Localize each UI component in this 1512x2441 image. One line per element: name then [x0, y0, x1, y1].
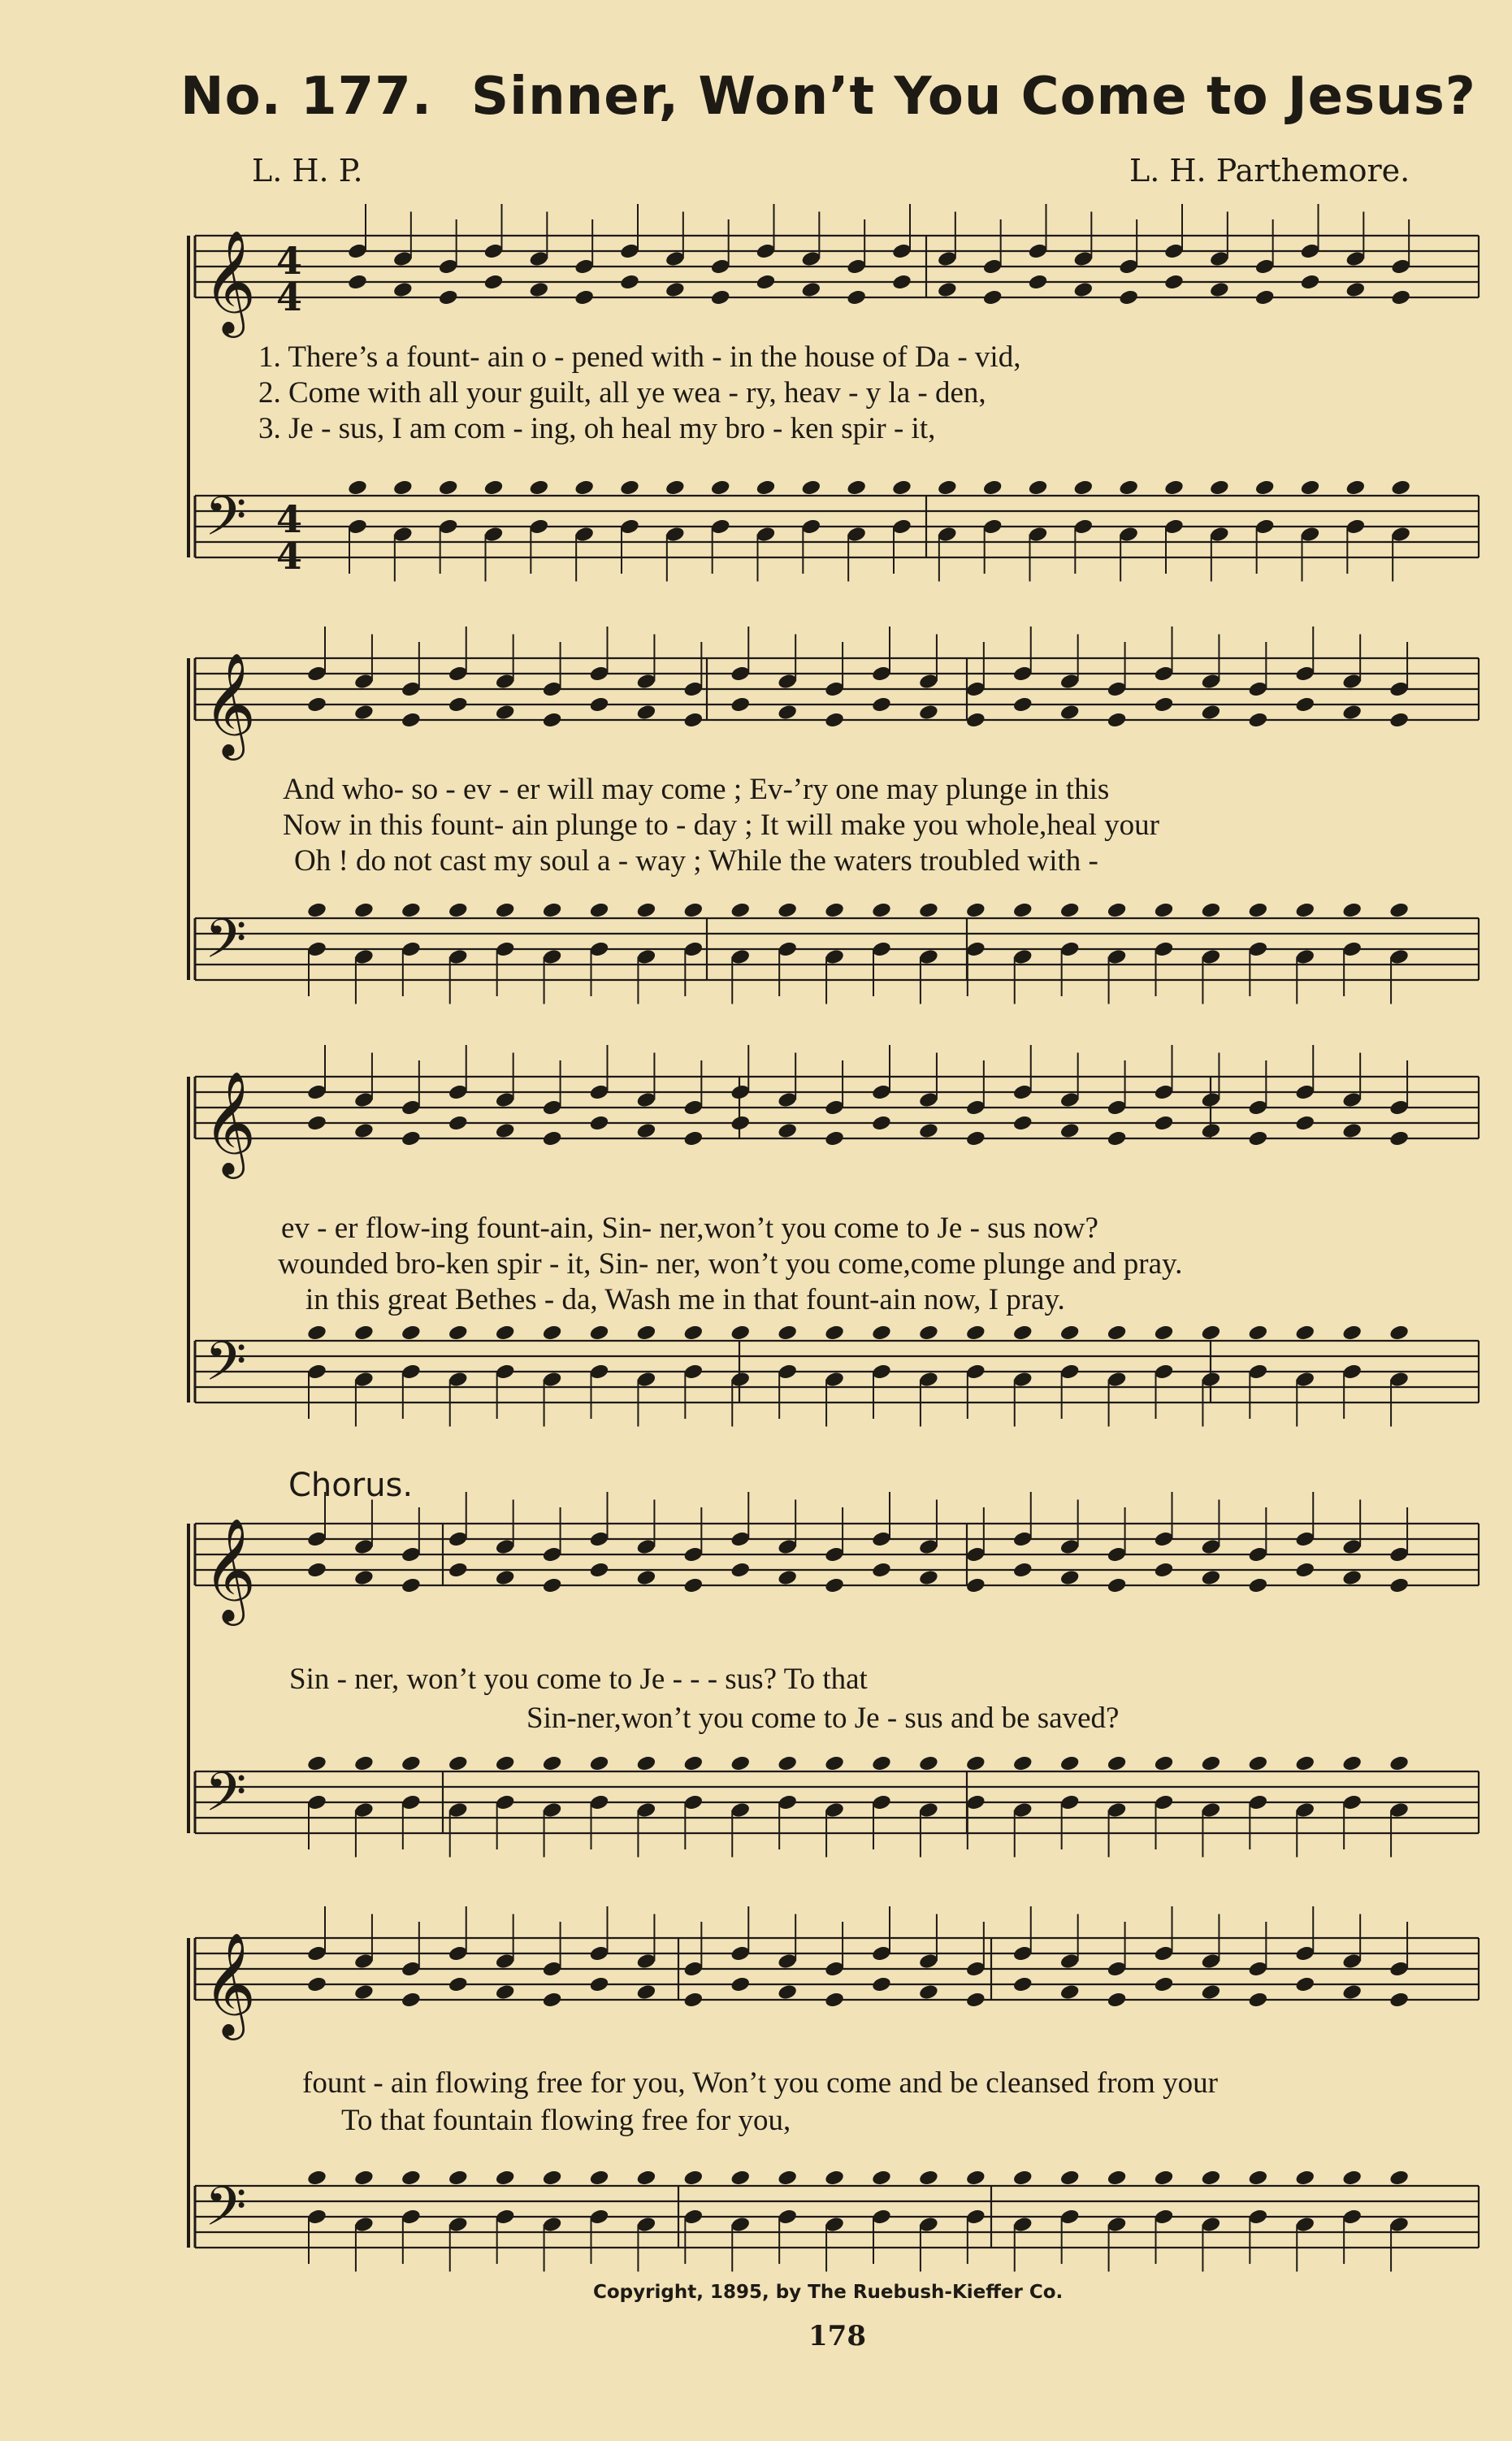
notehead	[1341, 901, 1363, 919]
notehead	[1012, 901, 1033, 919]
notehead	[730, 2169, 751, 2187]
notehead	[982, 288, 1003, 306]
notehead	[448, 1114, 469, 1132]
notehead	[448, 2169, 469, 2187]
treble-clef-icon: 𝄞	[203, 652, 257, 756]
notehead	[682, 2169, 704, 2187]
notehead	[918, 1122, 939, 1140]
notehead	[1201, 1754, 1222, 1772]
notehead	[542, 1576, 563, 1594]
notehead	[1012, 1114, 1033, 1132]
notehead	[1154, 1324, 1175, 1342]
notehead	[448, 1975, 469, 1993]
notehead	[1341, 704, 1363, 722]
bass-clef-icon: 𝄢	[205, 2175, 247, 2251]
notehead	[1201, 1984, 1222, 2001]
notehead	[1154, 901, 1175, 919]
notehead	[1163, 273, 1185, 291]
notehead	[589, 696, 610, 713]
notehead	[495, 901, 516, 919]
notehead	[1247, 2169, 1268, 2187]
notehead	[1012, 1561, 1033, 1579]
notehead	[495, 2169, 516, 2187]
notehead	[1390, 288, 1411, 306]
notehead	[636, 901, 657, 919]
notehead	[1163, 479, 1185, 496]
notehead	[353, 1122, 375, 1140]
notehead	[1254, 288, 1276, 306]
notehead	[448, 1754, 469, 1772]
notehead	[542, 1324, 563, 1342]
notehead	[1059, 1984, 1081, 2001]
notehead	[347, 479, 368, 496]
notehead	[871, 1561, 892, 1579]
notehead	[824, 1754, 845, 1772]
notehead	[824, 2169, 845, 2187]
notehead	[1107, 1754, 1128, 1772]
lyric-line: ev - er flow-ing fount-ain, Sin- ner,won’t you come to Je - sus now?	[281, 1212, 1098, 1245]
notehead	[495, 1754, 516, 1772]
lyric-line: Sin - ner, won’t you come to Je - - - sus? To that	[289, 1663, 868, 1696]
notehead	[1345, 281, 1366, 299]
notehead	[1154, 1561, 1175, 1579]
notehead	[1059, 1122, 1081, 1140]
notehead	[401, 1991, 422, 2009]
notehead	[756, 273, 777, 291]
notehead	[682, 1576, 704, 1594]
notehead	[353, 1569, 375, 1587]
notehead	[1107, 901, 1128, 919]
notehead	[1341, 2169, 1363, 2187]
notehead	[1072, 281, 1094, 299]
notehead	[918, 1569, 939, 1587]
notehead	[682, 901, 704, 919]
lyric-line: Now in this fount- ain plunge to - day ; It will make you whole,heal your	[283, 809, 1159, 842]
notehead	[871, 2169, 892, 2187]
notehead	[1247, 1576, 1268, 1594]
notehead	[495, 1984, 516, 2001]
notehead	[730, 1754, 751, 1772]
notehead	[1345, 479, 1366, 496]
notehead	[1201, 1324, 1222, 1342]
notehead	[777, 1324, 798, 1342]
notehead	[401, 901, 422, 919]
notehead	[937, 281, 958, 299]
notehead	[495, 1569, 516, 1587]
notehead	[846, 479, 867, 496]
notehead	[401, 1129, 422, 1147]
notehead	[1201, 2169, 1222, 2187]
bass-clef-icon: 𝄢	[205, 485, 247, 561]
notehead	[1341, 1122, 1363, 1140]
notehead	[495, 1122, 516, 1140]
notehead	[871, 696, 892, 713]
notehead	[542, 2169, 563, 2187]
notehead	[982, 479, 1003, 496]
lyric-line: And who- so - ev - er will may come ; Ev-’ry one may plunge in this	[283, 773, 1110, 806]
time-sig-bottom-treble: 4	[276, 275, 303, 319]
notehead	[483, 273, 505, 291]
notehead	[777, 901, 798, 919]
notehead	[306, 1754, 327, 1772]
lyric-line: 2. Come with all your guilt, all ye wea - ry, heav - y la - den,	[258, 376, 986, 410]
page-number: 178	[808, 2320, 866, 2352]
notehead	[682, 711, 704, 729]
chorus-label: Chorus.	[288, 1467, 414, 1504]
notehead	[542, 1991, 563, 2009]
notehead	[824, 1991, 845, 2009]
notehead	[1201, 1569, 1222, 1587]
notehead	[777, 1569, 798, 1587]
notehead	[1389, 1129, 1410, 1147]
notehead	[965, 711, 986, 729]
notehead	[1341, 1754, 1363, 1772]
notehead	[682, 1754, 704, 1772]
notehead	[542, 1754, 563, 1772]
notehead	[438, 288, 459, 306]
notehead	[1072, 479, 1094, 496]
notehead	[1294, 1324, 1315, 1342]
lyric-line: wounded bro-ken spir - it, Sin- ner, won’t you come,come plunge and pray.	[278, 1247, 1183, 1281]
notehead	[401, 1576, 422, 1594]
copyright-notice: Copyright, 1895, by The Ruebush-Kieffer Co.	[593, 2282, 1064, 2303]
notehead	[1118, 288, 1139, 306]
treble-clef-icon: 𝄞	[203, 1517, 257, 1621]
notehead	[1012, 1975, 1033, 1993]
notehead	[1209, 281, 1230, 299]
notehead	[619, 273, 640, 291]
notehead	[636, 1754, 657, 1772]
notehead	[1107, 1991, 1128, 2009]
notehead	[682, 1129, 704, 1147]
notehead	[1209, 479, 1230, 496]
notehead	[1294, 696, 1315, 713]
notehead	[918, 704, 939, 722]
lyric-line: 1. There’s a fount- ain o - pened with - in the house of Da - vid,	[258, 340, 1021, 374]
notehead	[1247, 901, 1268, 919]
notehead	[347, 273, 368, 291]
notehead	[306, 1324, 327, 1342]
notehead	[589, 901, 610, 919]
notehead	[306, 1561, 327, 1579]
notehead	[1389, 901, 1410, 919]
notehead	[1107, 711, 1128, 729]
treble-clef-icon: 𝄞	[203, 1070, 257, 1174]
notehead	[871, 1975, 892, 1993]
notehead	[619, 479, 640, 496]
notehead	[824, 1576, 845, 1594]
notehead	[1107, 1324, 1128, 1342]
lyric-line: 3. Je - sus, I am com - ing, oh heal my bro - ken spir - it,	[258, 412, 936, 445]
notehead	[777, 1984, 798, 2001]
notehead	[1059, 1754, 1081, 1772]
notehead	[730, 1324, 751, 1342]
notehead	[871, 1324, 892, 1342]
notehead	[1294, 1114, 1315, 1132]
notehead	[353, 2169, 375, 2187]
notehead	[1107, 1576, 1128, 1594]
notehead	[589, 1324, 610, 1342]
notehead	[438, 479, 459, 496]
notehead	[353, 704, 375, 722]
notehead	[800, 281, 821, 299]
notehead	[353, 1984, 375, 2001]
notehead	[636, 1984, 657, 2001]
notehead	[1341, 1569, 1363, 1587]
notehead	[965, 2169, 986, 2187]
notehead	[777, 1122, 798, 1140]
notehead	[1201, 901, 1222, 919]
notehead	[1389, 1576, 1410, 1594]
notehead	[1300, 273, 1321, 291]
notehead	[542, 901, 563, 919]
notehead	[589, 1561, 610, 1579]
notehead	[495, 1324, 516, 1342]
notehead	[306, 901, 327, 919]
notehead	[1059, 901, 1081, 919]
notehead	[871, 901, 892, 919]
notehead	[937, 479, 958, 496]
notehead	[965, 1991, 986, 2009]
notehead	[682, 1324, 704, 1342]
notehead	[306, 696, 327, 713]
notehead	[392, 479, 414, 496]
time-sig-bottom-bass: 4	[276, 534, 303, 578]
notehead	[965, 1324, 986, 1342]
notehead	[1154, 1754, 1175, 1772]
notehead	[710, 479, 731, 496]
bass-clef-icon: 𝄢	[205, 1761, 247, 1836]
notehead	[756, 479, 777, 496]
notehead	[682, 1991, 704, 2009]
notehead	[846, 288, 867, 306]
notehead	[1389, 1991, 1410, 2009]
notehead	[1118, 479, 1139, 496]
notehead	[1341, 1984, 1363, 2001]
lyric-line: in this great Bethes - da, Wash me in that fount-ain now, I pray.	[305, 1283, 1065, 1316]
lyric-line: fount - ain flowing free for you, Won’t you come and be cleansed from your	[302, 2066, 1218, 2100]
lyric-line: Oh ! do not cast my soul a - way ; While the waters troubled with -	[294, 844, 1098, 878]
notehead	[800, 479, 821, 496]
treble-clef-icon: 𝄞	[203, 1932, 257, 2036]
notehead	[1254, 479, 1276, 496]
notehead	[1028, 479, 1049, 496]
notehead	[401, 2169, 422, 2187]
music-credit: L. H. Parthemore.	[1129, 153, 1410, 189]
notehead	[665, 281, 686, 299]
notehead	[401, 1754, 422, 1772]
notehead	[777, 704, 798, 722]
notehead	[1300, 479, 1321, 496]
bass-clef-icon: 𝄢	[205, 908, 247, 983]
notehead	[1247, 1991, 1268, 2009]
notehead	[965, 1754, 986, 1772]
notehead	[918, 1754, 939, 1772]
lyric-line: Sin-ner,won’t you come to Je - sus and be saved?	[526, 1702, 1120, 1735]
lyric-line: To that fountain flowing free for you,	[341, 2104, 791, 2137]
notehead	[1012, 1754, 1033, 1772]
notehead	[1154, 1975, 1175, 1993]
notehead	[306, 1114, 327, 1132]
notehead	[353, 901, 375, 919]
notehead	[574, 288, 595, 306]
notehead	[1294, 1561, 1315, 1579]
notehead	[448, 901, 469, 919]
notehead	[1247, 1324, 1268, 1342]
time-sig-top-bass: 4	[276, 497, 303, 541]
notehead	[636, 1569, 657, 1587]
notehead	[483, 479, 505, 496]
notehead	[528, 479, 549, 496]
notehead	[636, 1324, 657, 1342]
notehead	[918, 901, 939, 919]
notehead	[448, 1324, 469, 1342]
bass-clef-icon: 𝄢	[205, 1330, 247, 1406]
notehead	[1154, 1114, 1175, 1132]
notehead	[1294, 2169, 1315, 2187]
notehead	[1294, 1754, 1315, 1772]
notehead	[448, 1561, 469, 1579]
notehead	[730, 1561, 751, 1579]
notehead	[392, 281, 414, 299]
notehead	[1012, 1324, 1033, 1342]
notehead	[730, 901, 751, 919]
notehead	[1012, 696, 1033, 713]
words-credit: L. H. P.	[252, 153, 363, 189]
hymn-number: No. 177.	[180, 67, 433, 127]
notehead	[871, 1754, 892, 1772]
notehead	[824, 1324, 845, 1342]
notehead	[965, 1129, 986, 1147]
notehead	[1294, 1975, 1315, 1993]
notehead	[636, 704, 657, 722]
notehead	[589, 2169, 610, 2187]
notehead	[871, 1114, 892, 1132]
notehead	[730, 1975, 751, 1993]
notehead	[1389, 1324, 1410, 1342]
notehead	[401, 711, 422, 729]
notehead	[495, 704, 516, 722]
notehead	[401, 1324, 422, 1342]
notehead	[636, 1122, 657, 1140]
notehead	[1059, 2169, 1081, 2187]
notehead	[777, 2169, 798, 2187]
clefs	[203, 229, 256, 2251]
notehead	[353, 1324, 375, 1342]
notehead	[1107, 2169, 1128, 2187]
notehead	[1390, 479, 1411, 496]
notehead	[1059, 704, 1081, 722]
notehead	[965, 1576, 986, 1594]
notehead	[730, 1114, 751, 1132]
treble-clef-icon: 𝄞	[203, 229, 257, 333]
notehead	[891, 479, 912, 496]
notehead	[448, 696, 469, 713]
notehead	[824, 711, 845, 729]
notehead	[1154, 696, 1175, 713]
notehead	[891, 273, 912, 291]
notehead	[1247, 1754, 1268, 1772]
notehead	[777, 1754, 798, 1772]
notehead	[1201, 1122, 1222, 1140]
notehead	[542, 711, 563, 729]
notehead	[824, 1129, 845, 1147]
notehead	[918, 1324, 939, 1342]
notehead	[1247, 1129, 1268, 1147]
notehead	[542, 1129, 563, 1147]
notehead	[353, 1754, 375, 1772]
notehead	[1341, 1324, 1363, 1342]
notehead	[589, 1114, 610, 1132]
notehead	[710, 288, 731, 306]
notehead	[589, 1754, 610, 1772]
notehead	[589, 1975, 610, 1993]
time-sig-top-treble: 4	[276, 239, 303, 283]
notehead	[636, 2169, 657, 2187]
notehead	[528, 281, 549, 299]
notehead	[824, 901, 845, 919]
notehead	[1012, 2169, 1033, 2187]
notehead	[918, 1984, 939, 2001]
notehead	[1294, 901, 1315, 919]
notehead	[306, 1975, 327, 1993]
notehead	[1389, 2169, 1410, 2187]
notehead	[574, 479, 595, 496]
notehead	[730, 696, 751, 713]
notehead	[306, 2169, 327, 2187]
notehead	[1389, 1754, 1410, 1772]
notehead	[965, 901, 986, 919]
notehead	[1059, 1569, 1081, 1587]
hymn-title: Sinner, Won’t You Come to Jesus?	[471, 67, 1476, 127]
notehead	[1107, 1129, 1128, 1147]
notehead	[1154, 2169, 1175, 2187]
notehead	[1059, 1324, 1081, 1342]
notehead	[1389, 711, 1410, 729]
notehead	[1247, 711, 1268, 729]
notehead	[1028, 273, 1049, 291]
notehead	[665, 479, 686, 496]
notehead	[918, 2169, 939, 2187]
notehead	[1201, 704, 1222, 722]
